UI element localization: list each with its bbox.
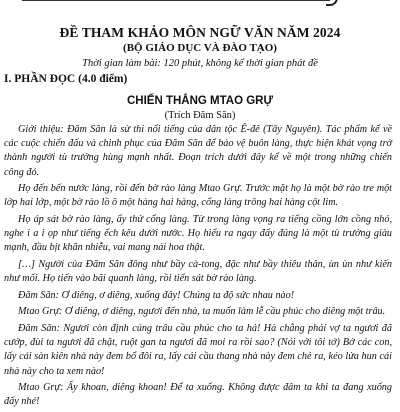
paragraph: […] Người của Đăm Săn đông như bầy cà-tong, đặc như bầy thiêu thân, ùn ùn như kiến như mối. Họ tiến vào bãi quanh làng, rồi tiến sát bờ rào làng. <box>4 259 392 285</box>
section-heading: I. PHẦN ĐỌC (4.0 điểm) <box>4 73 128 85</box>
work-source: (Trích Đăm Săn) <box>164 110 236 121</box>
paragraph: Đăm Săn: Ngươi còn định cúng trâu cầu phúc cho ta hả! Hà chẳng phải vợ ta ngươi đã cướp, đùi ta ngươi đã chặt, ruột gan ta ngươi đã moi ra rồi sao? (Nói với tôi tớ) Bớ các con, lấy cái sàn kiên nhà này đem bổ đôi ra, lấy cái cầu thang nhà này đem chẻ ra, kéo lửa hun cái nhà này cho ta xem nào! <box>4 322 392 377</box>
work-title: CHIẾN THẮNG MTAO GRỰ <box>126 95 274 107</box>
paragraph: Họ đến bến nước làng, rồi đến bờ rào làng Mtao Grự. Trước mặt họ là một bờ rào tre một lớp hai lớp, một bờ rào lồ ô một hàng hai hàng, cổng làng trông hai hàng cột lim. <box>4 183 392 209</box>
paragraph: Mtao Grự: Ấy khoan, diêng khoan! Để ta xuống. Không được đâm ta khi ta đang xuống đấy nhé! <box>4 382 392 408</box>
exam-subtitle: (BỘ GIÁO DỤC VÀ ĐÀO TẠO) <box>123 42 277 54</box>
paragraph: Giới thiệu: Đăm Săn là sử thi nổi tiếng của dân tộc Ê-đê (Tây Nguyên). Tác phẩm kể về các cuộc chiến đấu và chinh phục của Đăm Săn để bảo vệ buôn làng, thực hiện khát vọng trở thành người tù trưởng hùng mạnh nhất. Đoạn trích dưới đây kể về một trong những chiến công đó. <box>4 124 392 178</box>
top-rule <box>22 0 330 1</box>
exam-title: ĐỀ THAM KHẢO MÔN NGỮ VĂN NĂM 2024 <box>59 25 341 40</box>
top-decoration <box>0 0 400 18</box>
paragraph: Đăm Săn: Ơ diêng, ơ diêng, xuống đây! Chúng ta độ sức nhau nào! <box>18 289 295 301</box>
paragraph: Họ áp sát bờ rào làng, ẩy thử cổng làng. Từ trong làng vọng ra tiếng cồng lớn cồng nhỏ, nghe i a i ọp như tiếng ếch kêu dưới nước. Họ hiểu ra ngay đấy đúng là một tù trưởng giàu mạnh, đầu bịt khăn nhiễu, vai mang nải hoa thật. <box>4 214 392 254</box>
passage-text <box>4 123 392 412</box>
top-hook <box>326 0 338 6</box>
time-note: Thời gian làm bài: 120 phút, không kể thời gian phát đề <box>82 58 318 69</box>
paragraph: Mtao Grự: Ơ diêng, ơ diêng, ngươi đến nhà, ta muốn làm lễ cầu phúc cho diêng một trâu. <box>18 306 386 318</box>
